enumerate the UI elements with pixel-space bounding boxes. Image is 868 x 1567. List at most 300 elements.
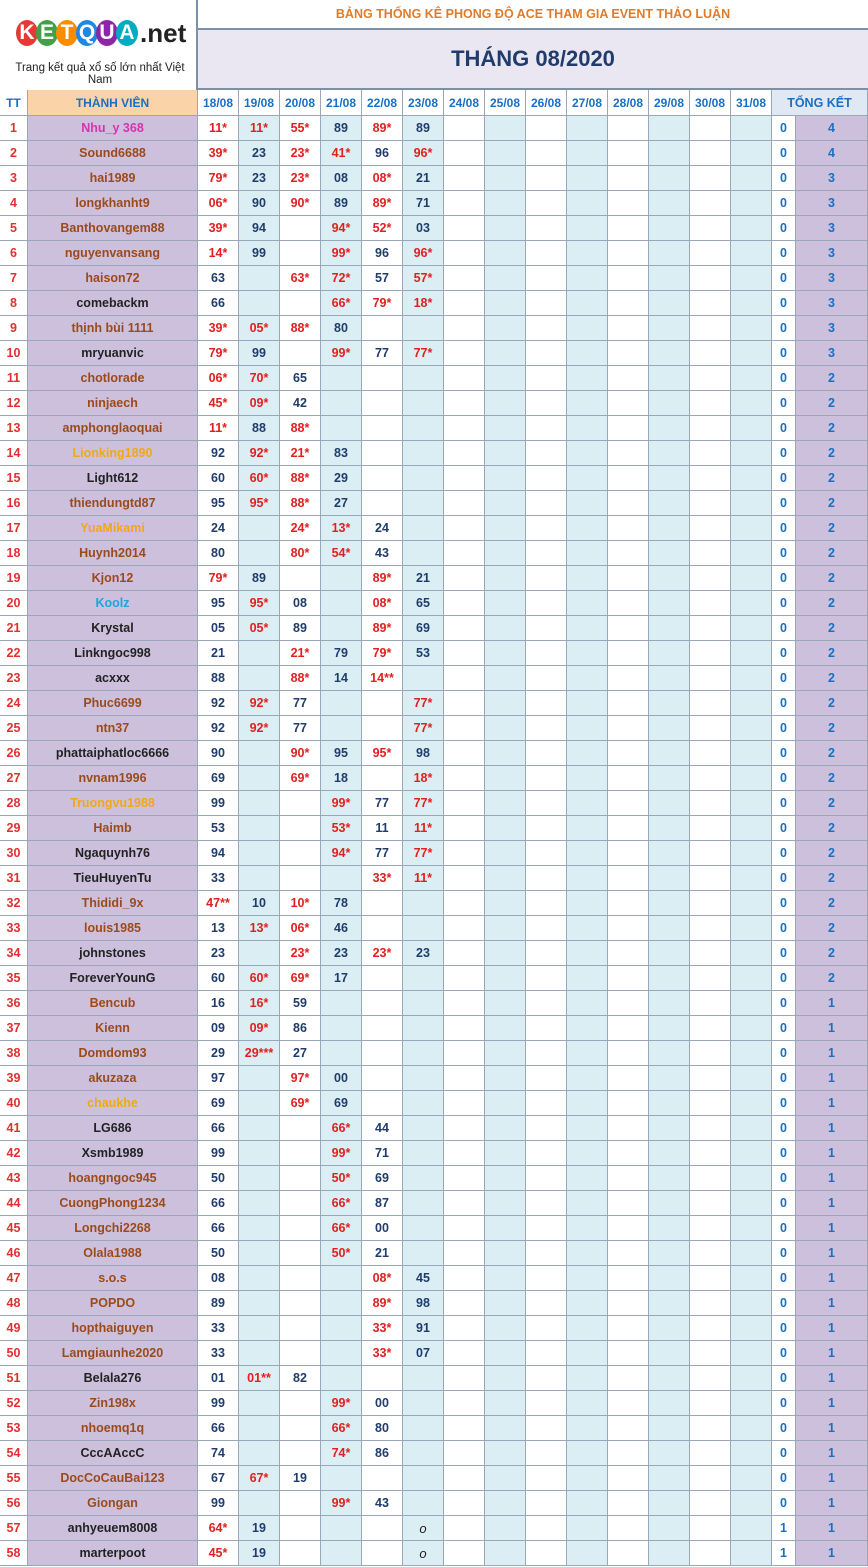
miss-count: 0 <box>772 641 796 666</box>
score-cell <box>690 391 731 416</box>
row-number: 13 <box>0 416 28 441</box>
total-count: 4 <box>796 116 868 141</box>
row-number: 24 <box>0 691 28 716</box>
score-cell <box>280 1066 321 1091</box>
score-value: 78 <box>334 896 348 910</box>
hit-score: 79* <box>372 296 392 310</box>
member-name: Zin198x <box>28 1391 198 1416</box>
score-value: 88 <box>211 671 225 685</box>
total-count: 1 <box>796 1291 868 1316</box>
total-count: 1 <box>796 1141 868 1166</box>
score-cell <box>403 691 444 716</box>
score-cell <box>731 1291 772 1316</box>
score-cell <box>690 1241 731 1266</box>
total-count: 1 <box>796 1266 868 1291</box>
hit-score: 33* <box>372 871 392 885</box>
miss-count: 0 <box>772 1016 796 1041</box>
hit-score: 60* <box>249 471 269 485</box>
score-cell <box>444 116 485 141</box>
total-count: 2 <box>796 391 868 416</box>
score-cell <box>362 266 403 291</box>
member-name: marterpoot <box>28 1541 198 1566</box>
header-date-30-08: 30/08 <box>690 90 731 116</box>
score-value: 77 <box>293 721 307 735</box>
score-cell <box>567 466 608 491</box>
row-number: 49 <box>0 1316 28 1341</box>
score-cell <box>608 391 649 416</box>
row-number: 23 <box>0 666 28 691</box>
score-cell <box>690 1216 731 1241</box>
score-cell <box>649 241 690 266</box>
miss-count: 0 <box>772 191 796 216</box>
score-cell <box>239 1091 280 1116</box>
score-cell <box>239 1316 280 1341</box>
score-cell <box>485 1041 526 1066</box>
score-cell <box>567 1391 608 1416</box>
hit-score: 79* <box>372 646 392 660</box>
hit-score: 99* <box>331 1396 351 1410</box>
score-cell <box>608 566 649 591</box>
score-cell <box>321 491 362 516</box>
score-value: 69 <box>375 1171 389 1185</box>
score-cell <box>649 416 690 441</box>
score-cell <box>649 516 690 541</box>
score-cell <box>608 516 649 541</box>
score-cell <box>567 666 608 691</box>
score-cell <box>526 316 567 341</box>
score-cell <box>649 616 690 641</box>
total-count: 2 <box>796 641 868 666</box>
score-cell <box>731 1116 772 1141</box>
miss-count: 0 <box>772 266 796 291</box>
member-name: YuaMikami <box>28 516 198 541</box>
total-count: 2 <box>796 366 868 391</box>
hit-score: 66* <box>331 296 351 310</box>
score-value: 99 <box>211 1146 225 1160</box>
score-cell <box>280 1441 321 1466</box>
row-number: 55 <box>0 1466 28 1491</box>
score-cell <box>362 641 403 666</box>
score-cell <box>690 641 731 666</box>
score-value: 43 <box>375 1496 389 1510</box>
score-cell <box>280 841 321 866</box>
miss-count: 0 <box>772 966 796 991</box>
hit-score: 11* <box>208 121 228 135</box>
miss-count: 0 <box>772 991 796 1016</box>
score-cell <box>567 916 608 941</box>
score-cell <box>321 191 362 216</box>
score-cell <box>280 141 321 166</box>
score-cell <box>239 841 280 866</box>
score-cell <box>362 491 403 516</box>
score-cell <box>690 1066 731 1091</box>
score-cell <box>321 941 362 966</box>
miss-count: 0 <box>772 1391 796 1416</box>
score-cell <box>403 741 444 766</box>
member-name: s.o.s <box>28 1266 198 1291</box>
score-cell <box>649 566 690 591</box>
score-cell <box>362 1391 403 1416</box>
score-cell <box>731 991 772 1016</box>
score-cell <box>567 241 608 266</box>
score-cell <box>280 541 321 566</box>
score-cell <box>649 1441 690 1466</box>
score-cell <box>403 1066 444 1091</box>
score-value: 50 <box>211 1246 225 1260</box>
score-cell <box>321 841 362 866</box>
score-cell <box>321 466 362 491</box>
score-cell <box>649 941 690 966</box>
score-cell <box>198 416 239 441</box>
score-cell <box>526 1466 567 1491</box>
total-count: 1 <box>796 1416 868 1441</box>
score-cell <box>690 1141 731 1166</box>
score-cell <box>198 1416 239 1441</box>
score-cell <box>567 641 608 666</box>
score-cell <box>485 591 526 616</box>
score-cell <box>280 1191 321 1216</box>
score-cell <box>649 1416 690 1441</box>
score-cell <box>526 1116 567 1141</box>
score-cell <box>690 766 731 791</box>
score-value: 21 <box>211 646 225 660</box>
score-cell <box>198 1441 239 1466</box>
score-cell <box>198 1191 239 1216</box>
score-cell <box>444 466 485 491</box>
member-name: Giongan <box>28 1491 198 1516</box>
score-value: 77 <box>375 846 389 860</box>
score-cell <box>649 391 690 416</box>
score-cell <box>731 791 772 816</box>
score-cell <box>731 266 772 291</box>
score-cell <box>362 866 403 891</box>
row-number: 7 <box>0 266 28 291</box>
score-cell <box>567 266 608 291</box>
score-cell <box>198 341 239 366</box>
score-cell <box>731 366 772 391</box>
row-number: 30 <box>0 841 28 866</box>
score-cell <box>198 1141 239 1166</box>
miss-count: 0 <box>772 291 796 316</box>
member-name: thiendungtd87 <box>28 491 198 516</box>
hit-score: 80* <box>290 546 310 560</box>
score-cell <box>567 1016 608 1041</box>
hit-score: 77* <box>413 846 433 860</box>
score-cell <box>485 341 526 366</box>
score-cell <box>567 1416 608 1441</box>
score-cell <box>239 791 280 816</box>
score-cell <box>731 166 772 191</box>
score-cell <box>403 1316 444 1341</box>
member-name: Lionking1890 <box>28 441 198 466</box>
score-value: 80 <box>375 1421 389 1435</box>
row-number: 11 <box>0 366 28 391</box>
score-cell <box>567 166 608 191</box>
member-name: TieuHuyenTu <box>28 866 198 891</box>
total-count: 1 <box>796 1166 868 1191</box>
miss-count: 0 <box>772 1341 796 1366</box>
score-cell <box>690 491 731 516</box>
score-cell <box>649 1516 690 1541</box>
score-value: 97 <box>211 1071 225 1085</box>
score-cell <box>567 991 608 1016</box>
score-cell <box>526 941 567 966</box>
score-cell <box>649 1091 690 1116</box>
score-cell <box>690 341 731 366</box>
total-count: 1 <box>796 1466 868 1491</box>
score-cell <box>731 691 772 716</box>
score-cell <box>239 1216 280 1241</box>
score-cell <box>280 966 321 991</box>
score-cell <box>608 116 649 141</box>
score-cell <box>198 1516 239 1541</box>
miss-count: 0 <box>772 516 796 541</box>
score-cell <box>731 316 772 341</box>
header-date-22-08: 22/08 <box>362 90 403 116</box>
score-value: 67 <box>211 1471 225 1485</box>
score-value: 23 <box>334 946 348 960</box>
score-cell <box>239 616 280 641</box>
miss-count: 0 <box>772 691 796 716</box>
score-cell <box>444 391 485 416</box>
hit-score: 99* <box>331 346 351 360</box>
score-cell <box>649 166 690 191</box>
score-cell <box>362 1416 403 1441</box>
score-cell <box>526 591 567 616</box>
header-date-19-08: 19/08 <box>239 90 280 116</box>
score-cell <box>526 1241 567 1266</box>
score-cell <box>403 416 444 441</box>
score-cell <box>198 116 239 141</box>
score-cell <box>526 766 567 791</box>
score-cell <box>690 1266 731 1291</box>
score-cell <box>731 191 772 216</box>
score-value: 03 <box>416 221 430 235</box>
score-cell <box>485 191 526 216</box>
score-cell <box>444 1241 485 1266</box>
score-cell <box>649 1366 690 1391</box>
miss-count: 0 <box>772 716 796 741</box>
score-cell <box>485 266 526 291</box>
score-cell <box>526 1316 567 1341</box>
score-cell <box>649 1541 690 1566</box>
score-cell <box>567 116 608 141</box>
score-cell <box>280 1091 321 1116</box>
score-value: 65 <box>293 371 307 385</box>
score-cell <box>731 1191 772 1216</box>
score-value: 89 <box>211 1296 225 1310</box>
score-cell <box>280 1391 321 1416</box>
miss-count: 0 <box>772 1241 796 1266</box>
row-number: 15 <box>0 466 28 491</box>
score-cell <box>403 641 444 666</box>
score-cell <box>690 1041 731 1066</box>
score-cell <box>239 116 280 141</box>
hit-score: 06* <box>208 371 228 385</box>
score-cell <box>362 1516 403 1541</box>
miss-count: 0 <box>772 466 796 491</box>
score-cell <box>526 1016 567 1041</box>
score-cell <box>690 216 731 241</box>
row-number: 19 <box>0 566 28 591</box>
member-name: Olala1988 <box>28 1241 198 1266</box>
score-cell <box>444 1016 485 1041</box>
score-cell <box>567 1491 608 1516</box>
hit-score: 69* <box>290 1096 310 1110</box>
header-date-24-08: 24/08 <box>444 90 485 116</box>
hit-score: 50* <box>331 1171 351 1185</box>
score-cell <box>649 716 690 741</box>
score-value: 83 <box>334 446 348 460</box>
score-cell <box>280 1291 321 1316</box>
score-cell <box>608 541 649 566</box>
miss-count: 0 <box>772 791 796 816</box>
score-value: 66 <box>211 1121 225 1135</box>
score-cell <box>567 316 608 341</box>
hit-score: 50* <box>331 1246 351 1260</box>
score-cell <box>690 466 731 491</box>
score-cell <box>690 941 731 966</box>
member-name: ntn37 <box>28 716 198 741</box>
score-cell <box>362 1191 403 1216</box>
score-cell <box>649 1341 690 1366</box>
score-cell <box>444 716 485 741</box>
score-cell <box>649 491 690 516</box>
score-cell <box>444 691 485 716</box>
score-cell <box>526 816 567 841</box>
total-count: 1 <box>796 1441 868 1466</box>
score-cell <box>649 266 690 291</box>
score-cell <box>362 991 403 1016</box>
score-cell <box>526 1191 567 1216</box>
score-cell <box>403 1391 444 1416</box>
score-cell <box>485 1066 526 1091</box>
score-cell <box>485 466 526 491</box>
score-cell <box>731 466 772 491</box>
hit-score: 90* <box>290 196 310 210</box>
score-cell <box>239 341 280 366</box>
score-cell <box>526 1041 567 1066</box>
score-cell <box>362 1041 403 1066</box>
score-cell <box>649 666 690 691</box>
score-cell <box>403 1416 444 1441</box>
score-cell <box>403 1291 444 1316</box>
score-cell <box>403 191 444 216</box>
score-cell <box>485 491 526 516</box>
ketqua-logo[interactable] <box>0 0 198 90</box>
score-cell <box>526 116 567 141</box>
score-cell <box>608 891 649 916</box>
score-cell <box>403 966 444 991</box>
score-cell <box>608 1541 649 1566</box>
score-cell <box>198 1316 239 1341</box>
score-cell <box>526 1091 567 1116</box>
score-value: 63 <box>211 271 225 285</box>
score-cell <box>321 541 362 566</box>
hit-score: 13* <box>331 521 351 535</box>
score-cell <box>321 316 362 341</box>
score-cell <box>280 291 321 316</box>
hit-score: 08* <box>372 596 392 610</box>
row-number: 2 <box>0 141 28 166</box>
score-value: 90 <box>252 196 266 210</box>
score-value: 19 <box>252 1546 266 1560</box>
score-cell <box>608 966 649 991</box>
score-cell <box>485 291 526 316</box>
row-number: 17 <box>0 516 28 541</box>
score-cell <box>444 941 485 966</box>
total-count: 1 <box>796 1316 868 1341</box>
score-cell <box>649 641 690 666</box>
score-value: 57 <box>375 271 389 285</box>
score-cell <box>485 1341 526 1366</box>
miss-count: 0 <box>772 1491 796 1516</box>
member-name: Linkngoc998 <box>28 641 198 666</box>
score-cell <box>526 1266 567 1291</box>
score-cell <box>444 1516 485 1541</box>
hit-score: 23* <box>372 946 392 960</box>
score-cell <box>567 691 608 716</box>
score-value: 94 <box>211 846 225 860</box>
score-cell <box>731 941 772 966</box>
score-cell <box>567 1191 608 1216</box>
score-cell <box>403 516 444 541</box>
hit-score: 23* <box>290 171 310 185</box>
hit-score: 99* <box>331 246 351 260</box>
score-cell <box>485 991 526 1016</box>
score-cell <box>690 1366 731 1391</box>
score-cell <box>526 391 567 416</box>
score-cell <box>567 391 608 416</box>
score-value: 08 <box>293 596 307 610</box>
score-value: 74 <box>211 1446 225 1460</box>
score-cell <box>567 866 608 891</box>
score-cell <box>649 1291 690 1316</box>
score-cell <box>731 1241 772 1266</box>
score-cell <box>485 441 526 466</box>
score-cell <box>239 1516 280 1541</box>
score-cell <box>731 516 772 541</box>
score-cell <box>321 1066 362 1091</box>
row-number: 48 <box>0 1291 28 1316</box>
score-cell <box>608 1016 649 1041</box>
row-number: 40 <box>0 1091 28 1116</box>
score-value: 08 <box>211 1271 225 1285</box>
score-value: 33 <box>211 1346 225 1360</box>
score-value: 95 <box>211 596 225 610</box>
score-cell <box>198 616 239 641</box>
score-cell <box>403 591 444 616</box>
hit-score: 14* <box>208 246 228 260</box>
score-value: 66 <box>211 1221 225 1235</box>
hit-score: 89* <box>372 196 392 210</box>
score-cell <box>649 1141 690 1166</box>
score-cell <box>239 741 280 766</box>
row-number: 22 <box>0 641 28 666</box>
score-value: 80 <box>334 321 348 335</box>
member-name: johnstones <box>28 941 198 966</box>
score-cell <box>403 866 444 891</box>
score-cell <box>321 391 362 416</box>
score-cell <box>444 991 485 1016</box>
score-cell <box>485 366 526 391</box>
hit-score: 99* <box>331 1496 351 1510</box>
score-cell <box>444 841 485 866</box>
row-number: 35 <box>0 966 28 991</box>
score-cell <box>649 1466 690 1491</box>
score-cell <box>239 866 280 891</box>
score-cell <box>444 541 485 566</box>
